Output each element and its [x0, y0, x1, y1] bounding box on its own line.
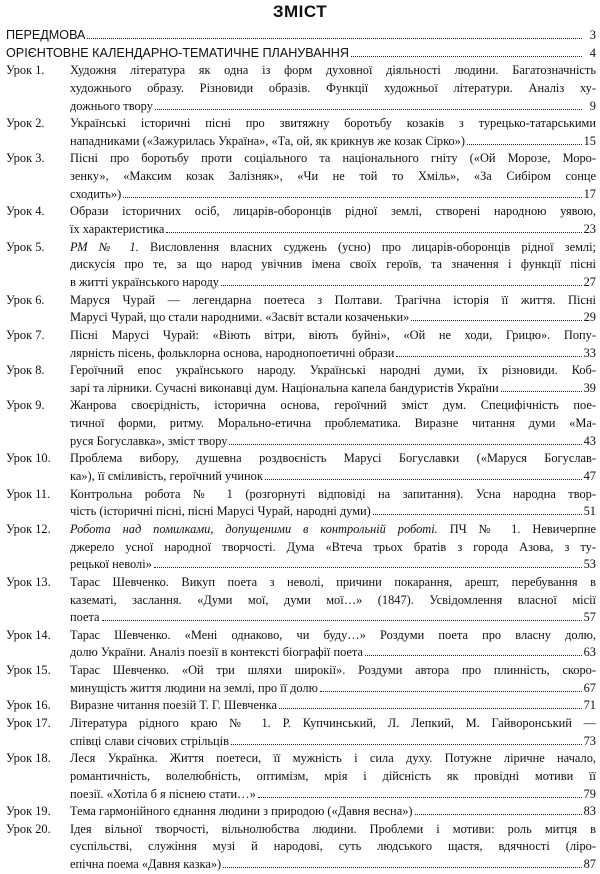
dot-leader — [467, 133, 582, 145]
toc-line — [6, 203, 596, 221]
lesson-text: Контрольна робота № 1 (розгорнуті відповіді на запитання). Усна народна твор- — [70, 486, 596, 501]
toc-line — [6, 292, 596, 310]
toc-line — [6, 592, 596, 610]
lesson-text: Українські історичні пісні про звитяжну боротьбу козаків з турецько-татарськими — [70, 116, 596, 131]
lesson-text: романтичність, волелюбність, оптимізм, мрія і дійсність як провідні мотиви її — [70, 768, 596, 783]
lesson-text: Ідея вільної творчості, вільнолюбства людини. Проблеми і мотиви: роль митця в — [70, 821, 596, 836]
lesson-text: нападниками («Зажурилась Україна», «Та, ой, як крикнув же козак Сірко») — [70, 133, 465, 148]
dot-leader — [166, 221, 581, 233]
lesson-text: Література рідного краю № 1. Р. Купчинський, Л. Лепкий, М. Гайворонський — — [70, 715, 596, 730]
page-number: 23 — [583, 222, 596, 237]
toc-line — [6, 468, 596, 486]
toc-line — [6, 274, 596, 292]
toc-line — [6, 133, 596, 151]
lesson-text: джерело усної народної творчості. Дума «Втеча трьох братів з города Азова, з ту- — [70, 539, 596, 554]
lesson-text: Художня література як одна із форм духовної діяльності людини. Багатозначність — [70, 63, 596, 78]
lesson-text: Марусі Чурай, що стали народними. «Засвіт встали козаченьки» — [70, 310, 410, 325]
lesson-label: Урок 3. — [6, 151, 45, 166]
lesson-text: минущість життя людини на землі, про її долю — [70, 680, 318, 695]
lesson-label: Урок 4. — [6, 204, 45, 219]
dot-leader — [396, 345, 581, 357]
toc-line — [6, 627, 596, 645]
page-number: 63 — [583, 645, 596, 660]
lesson-text: дискусія про те, за що народ увічнив імена своїх героїв, та значення і функції пісні — [70, 257, 596, 272]
page-number: 39 — [583, 380, 596, 395]
lesson-label: Урок 8. — [6, 363, 45, 378]
lesson-label: Урок 17. — [6, 715, 51, 730]
lesson-text: ка»), її сміливість, героїчний учинок — [70, 469, 263, 484]
dot-leader — [501, 380, 582, 392]
toc-line — [6, 327, 596, 345]
toc-line — [6, 168, 596, 186]
page-number: 83 — [583, 804, 596, 819]
lesson-text: співці слави січових стрільців — [70, 733, 229, 748]
lesson-label: Урок 11. — [6, 486, 51, 501]
page-number: 71 — [583, 698, 596, 713]
lesson-text: Леся Українка. Життя поетеси, її мужність і сила духу. Потужне ліричне начало, — [70, 751, 596, 766]
lesson-text: Героїчний епос українського народу. Українські народні думи, їх різновиди. Коб- — [70, 363, 596, 378]
page-number: 67 — [583, 680, 596, 695]
lesson-text: долю України. Аналіз поезії в контексті біографії поета — [70, 645, 363, 660]
lesson-label: Урок 10. — [6, 451, 51, 466]
lesson-text: Проблема вибору, душевна роздвоєність Марусі Богуславки («Маруся Богуслав- — [70, 451, 596, 466]
lesson-label: Урок 15. — [6, 663, 51, 678]
dot-leader — [87, 27, 582, 39]
toc-line — [6, 697, 596, 715]
lesson-text: чість (історичні пісні, пісні Марусі Чурай, народні думи) — [70, 504, 371, 519]
dot-leader — [265, 468, 582, 480]
lesson-text: лярність пісень, фольклорна основа, народнопоетичні образи — [70, 345, 395, 360]
page-number: 47 — [583, 469, 596, 484]
toc-line — [6, 556, 596, 574]
toc-line — [6, 309, 596, 327]
toc-line — [6, 574, 596, 592]
toc-line — [6, 486, 596, 504]
toc-line — [6, 186, 596, 204]
lesson-text — [70, 239, 596, 257]
lesson-text: Пісні Марусі Чурай: «Віють вітри, віють буйні», «Ой не ходи, Грицю». Попу- — [70, 327, 596, 342]
lesson-text: дожнього твору — [70, 98, 153, 113]
dot-leader — [320, 680, 582, 692]
toc-line — [6, 786, 596, 804]
toc-line — [6, 45, 596, 63]
page-title: ЗМІСТ — [272, 2, 328, 21]
dot-leader — [279, 697, 582, 709]
lesson-label: Урок 12. — [6, 521, 51, 536]
toc-line — [6, 838, 596, 856]
dot-leader — [415, 803, 582, 815]
toc-line — [6, 433, 596, 451]
toc-line — [6, 362, 596, 380]
dot-leader — [154, 556, 582, 568]
lesson-label: Урок 13. — [6, 574, 51, 589]
toc-line — [6, 733, 596, 751]
toc-line — [6, 768, 596, 786]
toc-line — [6, 750, 596, 768]
toc-line — [6, 662, 596, 680]
toc-section-title: ОРІЄНТОВНЕ КАЛЕНДАРНО-ТЕМАТИЧНЕ ПЛАНУВАННЯ — [6, 45, 349, 60]
lesson-label: Урок 6. — [6, 292, 45, 307]
page-number: 51 — [583, 504, 596, 519]
toc-line — [6, 680, 596, 698]
lesson-label: Урок 5. — [6, 239, 45, 254]
lesson-text: художнього образу. Різновиди образів. Функції художньої літератури. Аналіз ху- — [70, 80, 596, 95]
page-number: 43 — [583, 433, 596, 448]
toc-line — [6, 397, 596, 415]
toc-line — [6, 821, 596, 839]
lesson-text-italic: РМ № 1. — [70, 239, 139, 254]
toc-list — [6, 27, 596, 874]
lesson-text: епічна поема «Давня казка») — [70, 857, 222, 872]
lesson-text: тичної форми, ритму. Морально-етична проблематика. Виразне читання думи «Ма- — [70, 416, 596, 431]
page-number: 27 — [583, 274, 596, 289]
page-number: 33 — [583, 345, 596, 360]
lesson-text: Тарас Шевченко. «Ой три шляхи широкії». Роздуми автора про плинність, скоро- — [70, 663, 596, 678]
lesson-text: їх характеристика — [70, 222, 165, 237]
toc-line — [6, 256, 596, 274]
toc-line — [6, 150, 596, 168]
lesson-text: руся Богуславка», зміст твору — [70, 433, 228, 448]
lesson-label: Урок 20. — [6, 821, 51, 836]
page-number: 3 — [589, 28, 596, 42]
toc-line — [6, 239, 596, 257]
toc-section-title: ПЕРЕДМОВА — [6, 28, 86, 42]
lesson-text — [70, 521, 596, 539]
page-number: 87 — [583, 857, 596, 872]
lesson-text: поета — [70, 610, 100, 625]
dot-leader — [155, 98, 582, 110]
lesson-text: суспільстві, служіння музі й народові, суть людського щастя, вдячності (ліро- — [70, 839, 596, 854]
dot-leader — [229, 433, 581, 445]
toc-line — [6, 803, 596, 821]
dot-leader — [373, 503, 582, 515]
lesson-text-rest: ПЧ № 1. Невичерпне — [437, 521, 596, 536]
lesson-text: Маруся Чурай — легендарна поетеса з Полтави. Трагічна історія її життя. Пісні — [70, 292, 596, 307]
page-number: 15 — [583, 133, 596, 148]
page-number: 79 — [583, 786, 596, 801]
lesson-label: Урок 2. — [6, 116, 45, 131]
page-number: 9 — [589, 98, 596, 113]
toc-line — [6, 521, 596, 539]
lesson-label: Урок 18. — [6, 751, 51, 766]
lesson-text-rest: Висловлення власних суджень (усно) про лицарів-оборонців рідної землі; — [138, 239, 596, 254]
lesson-text: зенку», «Максим козак Залізняк», «Чи не той то Хміль», «За Сибіром сонце — [70, 169, 596, 184]
lesson-text: Тарас Шевченко. «Мені однаково, чи буду…» Роздуми поета про власну долю, — [70, 627, 596, 642]
lesson-text: Тарас Шевченко. Викуп поета з неволі, причини покарання, арешт, перебування в — [70, 574, 596, 589]
page-number: 53 — [583, 557, 596, 572]
toc-line — [6, 415, 596, 433]
dot-leader — [221, 274, 582, 286]
toc-line — [6, 503, 596, 521]
toc-line — [6, 450, 596, 468]
page-number: 29 — [583, 310, 596, 325]
lesson-label: Урок 9. — [6, 398, 45, 413]
lesson-text: Тема гармонійного єднання людини з природою («Давня весна») — [70, 804, 413, 819]
lesson-text-italic: Робота над помилками, допущеними в контрольній роботі. — [70, 521, 438, 536]
dot-leader — [223, 856, 581, 868]
toc-line — [6, 644, 596, 662]
lesson-text: поезії. «Хотіла б я піснею стати…» — [70, 786, 256, 801]
page-number: 57 — [583, 610, 596, 625]
dot-leader — [102, 609, 582, 621]
lesson-text: зарі та лірники. Сучасні виконавці дум. Національна капела бандуристів України — [70, 380, 499, 395]
lesson-label: Урок 1. — [6, 63, 45, 78]
toc-line — [6, 856, 596, 874]
lesson-text: Жанрова своєрідність, історична основа, героїчний зміст дум. Специфічність пое- — [70, 398, 596, 413]
page-number: 73 — [583, 733, 596, 748]
lesson-text: сходить») — [70, 186, 122, 201]
toc-line — [6, 80, 596, 98]
dot-leader — [231, 733, 582, 745]
lesson-text: рецької неволі» — [70, 557, 152, 572]
lesson-label: Урок 19. — [6, 804, 51, 819]
lesson-text: Виразне читання поезій Т. Г. Шевченка — [70, 698, 277, 713]
lesson-text: казематі, заслання. «Думи мої, думи мої…» (1847). Усвідомлення власної місії — [70, 592, 596, 607]
dot-leader — [123, 186, 581, 198]
lesson-text: в житті українського народу — [70, 274, 219, 289]
toc-line — [6, 27, 596, 45]
dot-leader — [258, 786, 582, 798]
toc-line — [6, 98, 596, 116]
page-number: 17 — [583, 186, 596, 201]
toc-line — [6, 62, 596, 80]
dot-leader — [351, 45, 582, 57]
toc-line — [6, 539, 596, 557]
lesson-label: Урок 16. — [6, 698, 51, 713]
toc-line — [6, 115, 596, 133]
toc-line — [6, 221, 596, 239]
lesson-label: Урок 14. — [6, 627, 51, 642]
lesson-label: Урок 7. — [6, 327, 45, 342]
lesson-text: Образи історичних осіб, лицарів-оборонців рідної землі, створені народною уявою, — [70, 204, 596, 219]
dot-leader — [365, 644, 582, 656]
toc-line — [6, 345, 596, 363]
dot-leader — [411, 309, 581, 321]
page-number: 4 — [589, 45, 596, 60]
toc-line — [6, 715, 596, 733]
toc-line — [6, 380, 596, 398]
lesson-text: Пісні про боротьбу проти соціального та національного гніту («Ой Морозе, Моро- — [70, 151, 596, 166]
toc-line — [6, 609, 596, 627]
